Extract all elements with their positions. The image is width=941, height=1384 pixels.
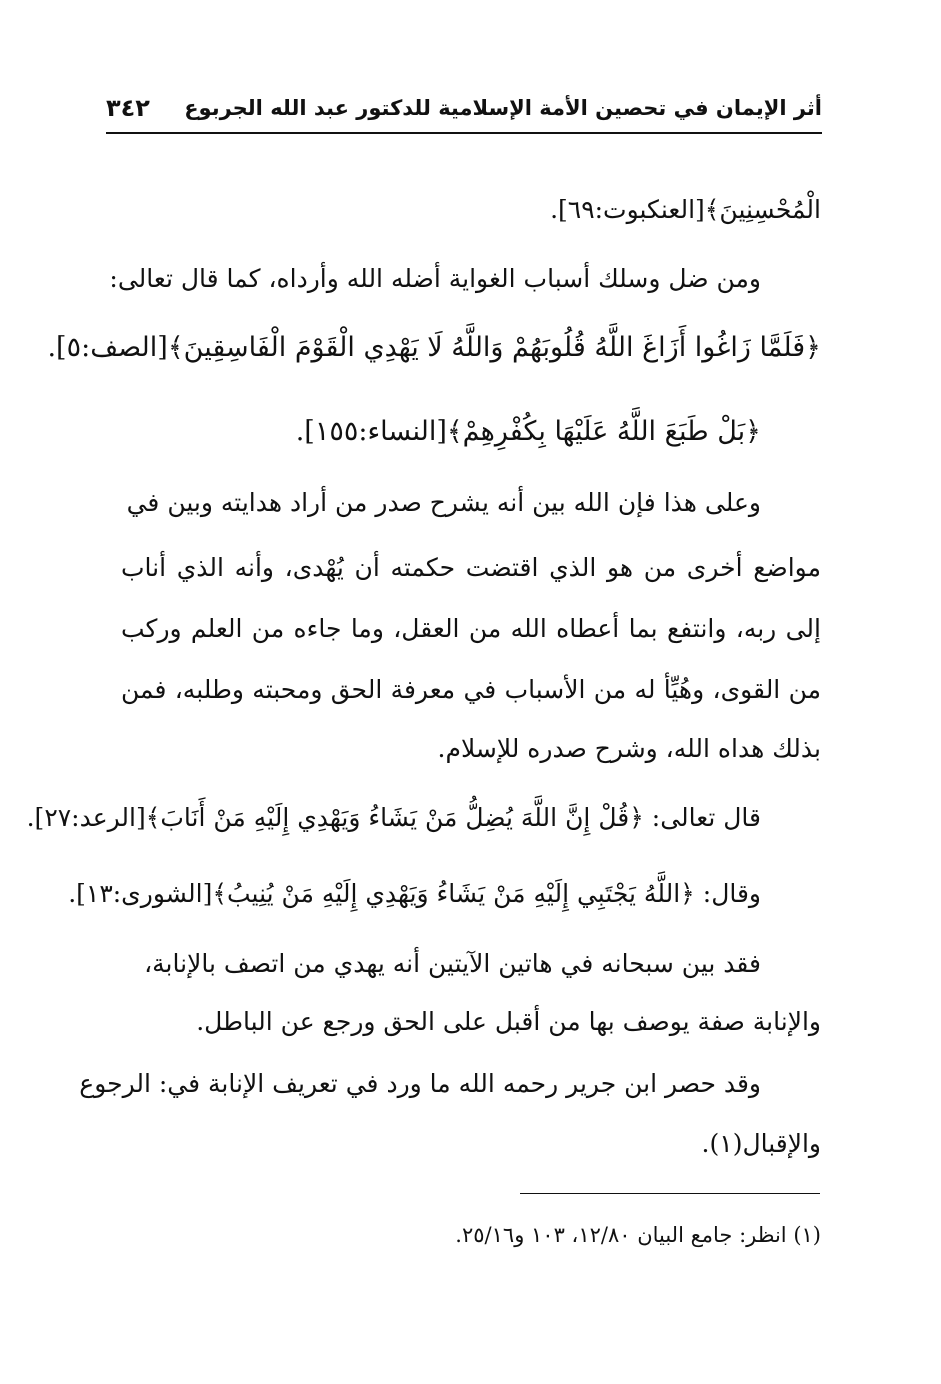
text-line-13: والإنابة صفة يوصف بها من أقبل على الحق ورجع عن الباطل. bbox=[196, 1007, 821, 1036]
footnote-separator bbox=[520, 1193, 820, 1194]
footnote: (١) انظر: جامع البيان ١٢/٨٠، ١٠٣ و٢٥/١٦. bbox=[455, 1223, 821, 1247]
header-title: أثر الإيمان في تحصين الأمة الإسلامية للدكتور عبد الله الجربوع bbox=[184, 96, 822, 120]
quran-verse-line: قال تعالى: ﴿قُلْ إِنَّ اللَّهَ يُضِلُّ مَنْ يَشَاءُ وَيَهْدِي إِلَيْهِ مَنْ أَنَابَ﴾[الرعد:٢٧]. bbox=[26, 803, 761, 832]
quran-verse-line: وقال: ﴿اللَّهُ يَجْتَبِي إِلَيْهِ مَنْ يَشَاءُ وَيَهْدِي إِلَيْهِ مَنْ يُنِيبُ﴾[الشورى:١٣]. bbox=[68, 879, 761, 908]
quran-verse-line: ﴿بَلْ طَبَعَ اللَّهُ عَلَيْهَا بِكُفْرِهِمْ﴾[النساء:١٥٥]. bbox=[295, 416, 761, 447]
text-line-15: والإقبال(١). bbox=[701, 1129, 821, 1158]
text-line-7: إلى ربه، وانتفع بما أعطاه الله من العقل، وما جاءه من العلم وركب bbox=[121, 614, 821, 643]
running-header bbox=[106, 92, 822, 134]
quran-verse-line: ﴿فَلَمَّا زَاغُوا أَزَاغَ اللَّهُ قُلُوبَهُمْ وَاللَّهُ لَا يَهْدِي الْقَوْمَ الْفَاسِقِينَ﴾[الصف:٥]. bbox=[47, 332, 821, 363]
text-line-14: وقد حصر ابن جرير رحمه الله ما ورد في تعريف الإنابة في: الرجوع bbox=[79, 1069, 761, 1098]
text-line-1: الْمُحْسِنِينَ﴾[العنكبوت:٦٩]. bbox=[550, 195, 821, 224]
text-line-2: ومن ضل وسلك أسباب الغواية أضله الله وأرداه، كما قال تعالى: bbox=[109, 264, 761, 293]
text-line-12: فقد بين سبحانه في هاتين الآيتين أنه يهدي من اتصف بالإنابة، bbox=[144, 949, 761, 978]
text-line-5: وعلى هذا فإن الله بين أنه يشرح صدر من أراد هدايته وبين في bbox=[126, 488, 761, 517]
text-line-8: من القوى، وهُيِّأ له من الأسباب في معرفة الحق ومحبته وطلبه، فمن bbox=[121, 675, 821, 704]
page-number: ٣٤٢ bbox=[106, 94, 150, 122]
text-line-9: بذلك هداه الله، وشرح صدره للإسلام. bbox=[437, 734, 821, 763]
text-line-6: مواضع أخرى من هو الذي اقتضت حكمته أن يُهْدى، وأنه الذي أناب bbox=[121, 553, 821, 582]
